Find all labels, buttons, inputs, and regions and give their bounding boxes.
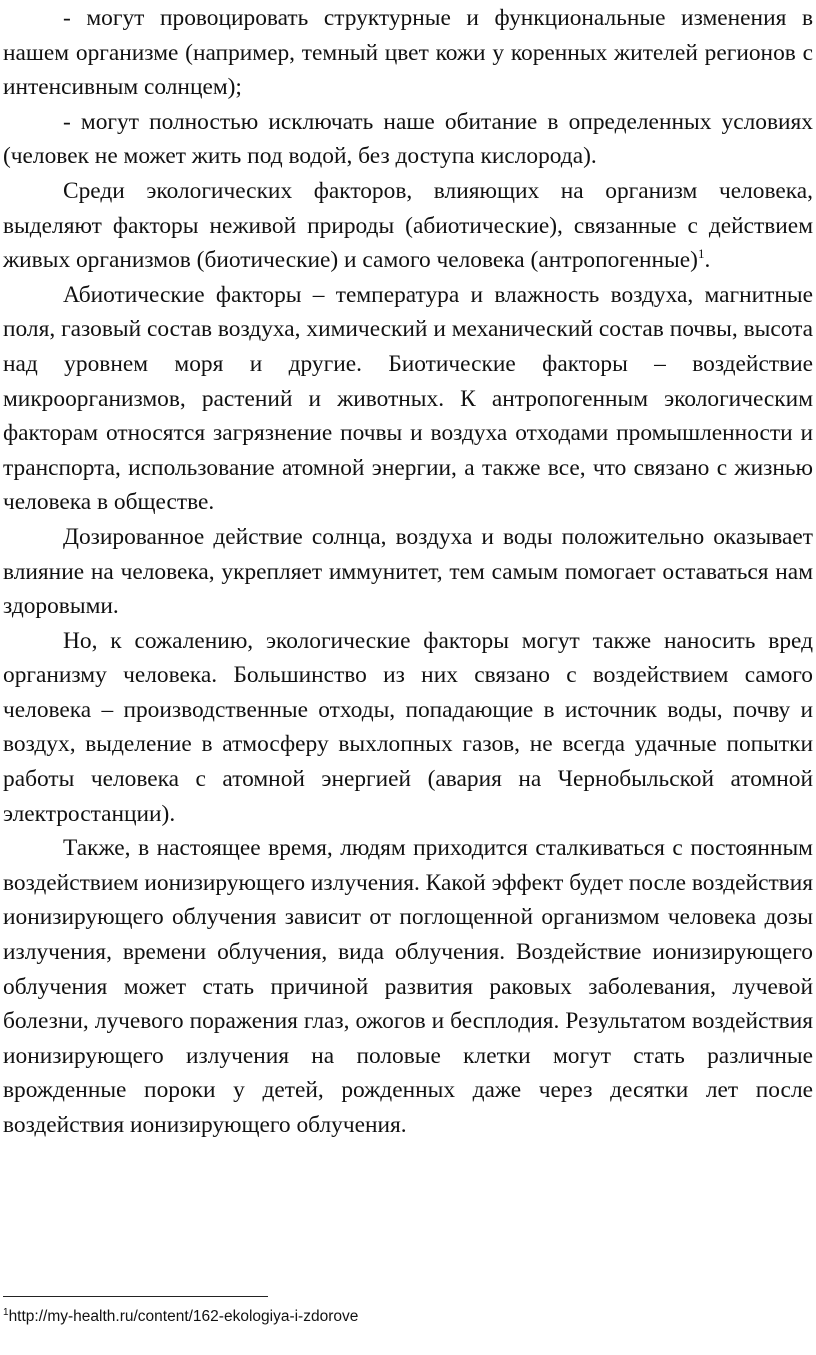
footnote-link[interactable]: http://my-health.ru/content/162-ekologiya-i-zdorove [8, 1308, 359, 1325]
footnote [3, 1307, 358, 1327]
paragraph-5: Дозированное действие солнца, воздуха и воды положительно оказывает влияние на человека, укрепляет иммунитет, тем самым помогает оставаться нам здоровыми. [3, 523, 813, 620]
paragraph-4: Абиотические факторы – температура и влажность воздуха, магнитные поля, газовый состав воздуха, химический и механический состав почвы, высота над уровнем моря и другие. Биотические факторы – воздействие микроорганизмов, растений и животных. К антропогенным экологическим факторам относятся загрязнение почвы и воздуха отходами промышленности и транспорта, использование атомной энергии, а также все, что связано с жизнью человека в обществе. [3, 281, 813, 516]
paragraph-3-end: . [704, 247, 711, 274]
footnote-divider [3, 1296, 268, 1297]
document-body [3, 1, 813, 1143]
paragraph-2: - могут полностью исключать наше обитание в определенных условиях (человек не может жить под водой, без доступа кислорода). [3, 108, 813, 170]
footnote-reference[interactable]: 1 [697, 246, 705, 262]
paragraph-3-text: Среди экологических факторов, влияющих на организм человека, выделяют факторы неживой природы (абиотические), связанные с действием живых организмов (биотические) и самого человека (антропогенные) [3, 177, 813, 274]
footnote-mark: 1 [3, 1306, 9, 1318]
paragraph-1: - могут провоцировать структурные и функциональные изменения в нашем организме (например, темный цвет кожи у коренных жителей регионов с интенсивным солнцем); [3, 5, 813, 101]
paragraph-6: Но, к сожалению, экологические факторы могут также наносить вред организму человека. Большинство из них связано с воздействием самого человека – производственные отходы, попадающие в источник воды, почву и воздух, выделение в атмосферу выхлопных газов, не всегда удачные попытки работы человека с атомной энергией (авария на Чернобыльской атомной электростанции). [3, 627, 813, 827]
paragraph-7: Также, в настоящее время, людям приходится сталкиваться с постоянным воздействием ионизирующего излучения. Какой эффект будет после воздействия ионизирующего облучения зависит от поглощенной организмом человека дозы излучения, времени облучения, вида облучения. Воздействие ионизирующего облучения может стать причиной развития раковых заболевания, лучевой болезни, лучевого поражения глаз, ожогов и бесплодия. Результатом воздействия ионизирующего излучения на половые клетки могут стать различные врожденные пороки у детей, рожденных даже через десятки лет после воздействия ионизирующего облучения. [3, 835, 813, 1138]
paragraph-3 [3, 174, 813, 278]
